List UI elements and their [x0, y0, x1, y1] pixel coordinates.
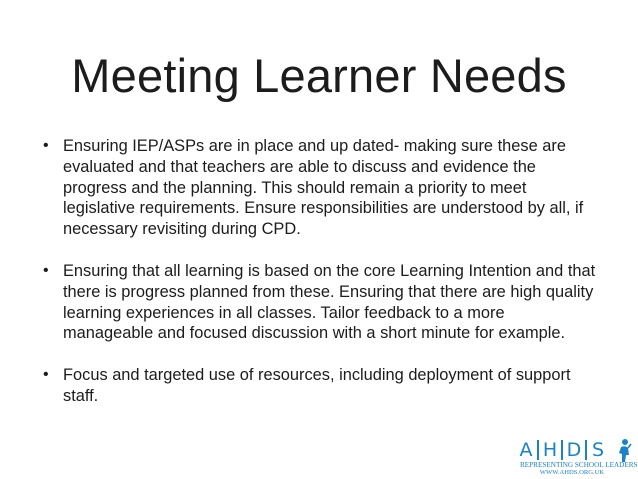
bullet-list — [40, 136, 596, 428]
logo-letters — [516, 438, 608, 462]
bullet-text: Focus and targeted use of resources, including deployment of support staff. — [63, 366, 571, 405]
bullet-text: Ensuring that all learning is based on the core Learning Intention and that there is progress planned from these. Ensuring that there are high quality learning experiences in all classes. Tailor feedback to a more manageable and focused discussion with a short minute for example. — [63, 261, 596, 343]
logo-divider — [585, 440, 587, 460]
logo-letter-h: H — [542, 439, 558, 461]
slide-title: Meeting Learner Needs — [71, 49, 567, 102]
bullet-marker: • — [43, 261, 49, 279]
ahds-logo — [516, 438, 638, 478]
logo-letter-s: S — [591, 439, 605, 461]
logo-divider — [561, 440, 563, 460]
bullet-item — [40, 365, 596, 407]
bullet-text: Ensuring IEP/ASPs are in place and up dated- making sure these are evaluated and that teachers are able to discuss and evidence the progress and the planning. This should remain a priority to meet legislative requirements. Ensure responsibilities are understood by all, if necessary revisiting during CPD. — [63, 137, 584, 239]
bullet-marker: • — [43, 366, 49, 384]
logo-tagline: REPRESENTING SCHOOL LEADERS — [520, 461, 638, 469]
bullet-item — [40, 261, 596, 344]
bullet-item — [40, 136, 596, 240]
logo-letter-d: D — [566, 439, 582, 461]
logo-letter-a: A — [519, 439, 533, 461]
bullet-marker: • — [43, 137, 49, 154]
logo-url: WWW.AHDS.ORG.UK — [539, 469, 605, 476]
logo-divider — [537, 440, 539, 460]
